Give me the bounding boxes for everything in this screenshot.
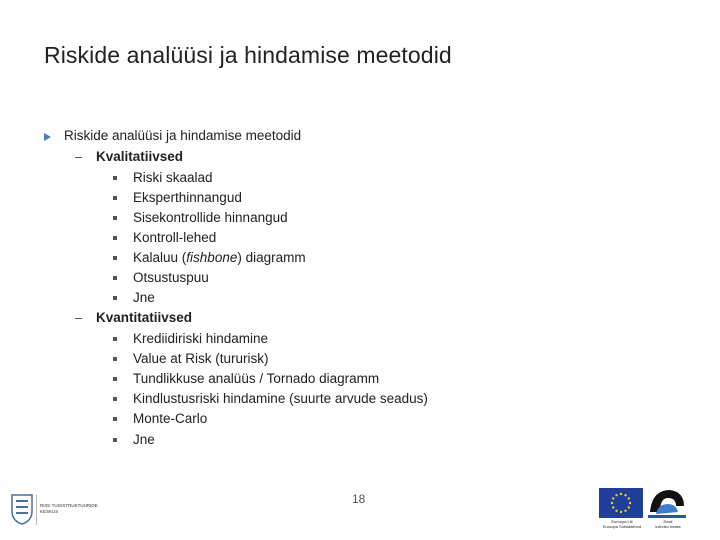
outline-heading: Riskide analüüsi ja hindamise meetodid	[64, 128, 302, 143]
rtk-logo-text	[40, 503, 98, 515]
list-item: Jne	[133, 290, 155, 305]
rtk-logo-line1: RIIGI TUGISTRUKTUURIDE	[40, 503, 98, 508]
group-label-qualitative: Kvalitatiivsed	[96, 149, 184, 164]
square-bullet-icon	[113, 417, 117, 421]
group-label-quantitative: Kvantitatiivsed	[96, 310, 193, 325]
eesti-caption	[648, 519, 688, 529]
rtk-logo-line2: KESKUS	[40, 509, 59, 514]
square-bullet-icon	[113, 216, 117, 220]
square-bullet-icon	[113, 397, 117, 401]
dash-bullet-icon	[75, 157, 82, 158]
arrow-bullet-icon	[44, 133, 51, 141]
slide-title: Riskide analüüsi ja hindamise meetodid	[44, 42, 452, 68]
page-number: 18	[352, 492, 366, 506]
square-bullet-icon	[113, 176, 117, 180]
list-item: Otsustuspuu	[133, 270, 209, 285]
square-bullet-icon	[113, 296, 117, 300]
list-item: Kindlustusriski hindamine (suurte arvude seadus)	[133, 391, 428, 406]
square-bullet-icon	[113, 357, 117, 361]
eesti-logo-icon	[646, 486, 688, 520]
square-bullet-icon	[113, 236, 117, 240]
list-item: Tundlikkuse analüüs / Tornado diagramm	[133, 371, 380, 386]
list-item: Eksperthinnangud	[133, 190, 242, 205]
list-item: Riski skaalad	[133, 170, 213, 185]
dash-bullet-icon	[75, 318, 82, 319]
list-item: Kontroll-lehed	[133, 230, 217, 245]
eesti-caption-line2: tuleviku heaks	[655, 524, 681, 529]
eu-caption	[597, 519, 647, 529]
list-item: Jne	[133, 432, 155, 447]
square-bullet-icon	[113, 196, 117, 200]
square-bullet-icon	[113, 377, 117, 381]
eesti-caption-line1: Eesti	[663, 519, 673, 524]
list-item: Sisekontrollide hinnangud	[133, 210, 288, 225]
square-bullet-icon	[113, 337, 117, 341]
list-item: Krediidiriski hindamine	[133, 331, 269, 346]
coat-of-arms-icon	[10, 493, 34, 525]
list-item: Kalaluu (fishbone) diagramm	[133, 250, 306, 265]
square-bullet-icon	[113, 438, 117, 442]
logo-divider	[36, 495, 37, 525]
square-bullet-icon	[113, 276, 117, 280]
eu-caption-line2: Euroopa Sotsiaalfond	[602, 524, 642, 529]
rtk-logo	[10, 493, 98, 530]
eu-flag-icon	[599, 488, 643, 518]
square-bullet-icon	[113, 256, 117, 260]
list-item: Value at Risk (tururisk)	[133, 351, 269, 366]
list-item: Monte-Carlo	[133, 411, 208, 426]
eu-caption-line1: Euroopa Liit	[611, 519, 633, 524]
